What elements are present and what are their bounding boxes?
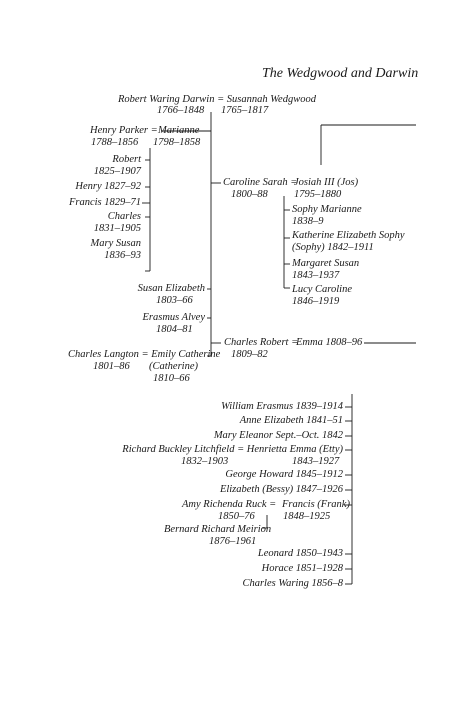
parker-child-charles-dates: 1831–1905 (93, 223, 141, 234)
charles-robert-name: Charles Robert = (224, 337, 299, 348)
emma-name: Emma 1808–96 (296, 337, 363, 348)
caroline-child-sophy-marianne: Sophy Marianne (292, 204, 362, 215)
parker-child-mary-susan: Mary Susan (90, 238, 141, 249)
darwin-child-william: William Erasmus 1839–1914 (221, 401, 343, 412)
henry-parker-name: Henry Parker = (90, 125, 158, 136)
caroline-child-sophy-marianne-dates: 1838–9 (292, 216, 324, 227)
charles-langton-dates: 1801–86 (93, 361, 130, 372)
darwin-child-george: George Howard 1845–1912 (225, 469, 343, 480)
amy-ruck-dates: 1850–76 (218, 511, 255, 522)
marianne-name: Marianne (158, 125, 200, 136)
josiah-dates: 1795–1880 (294, 189, 342, 200)
josiah-name: Josiah III (Jos) (294, 177, 359, 188)
susan-elizabeth-name: Susan Elizabeth (137, 283, 205, 294)
top-couple-names: Robert Waring Darwin = Susannah Wedgwood (118, 94, 316, 105)
darwin-child-mary: Mary Eleanor Sept.–Oct. 1842 (213, 430, 343, 441)
caroline-child-lucy-dates: 1846–1919 (292, 296, 340, 307)
henrietta-dates: 1843–1927 (292, 456, 340, 467)
darwin-child-anne: Anne Elizabeth 1841–51 (239, 415, 343, 426)
emily-catherine-dates: 1810–66 (153, 373, 190, 384)
parker-child-robert: Robert (112, 154, 141, 165)
darwin-child-francis: Francis (Frank) (282, 499, 350, 510)
darwin-child-henrietta: Richard Buckley Litchfield = Henrietta Emma (Etty) (122, 444, 343, 455)
litchfield-dates: 1832–1903 (181, 456, 229, 467)
henry-parker-dates: 1788–1856 (91, 137, 139, 148)
darwin-child-leonard: Leonard 1850–1943 (257, 548, 343, 559)
parker-child-robert-dates: 1825–1907 (93, 166, 141, 177)
charles-robert-dates: 1809–82 (231, 349, 268, 360)
bernard-dates: 1876–1961 (209, 536, 257, 547)
parker-child-mary-susan-dates: 1836–93 (104, 250, 141, 261)
caroline-sarah-dates: 1800–88 (231, 189, 268, 200)
robert-waring-dates: 1766–1848 (157, 105, 205, 116)
erasmus-alvey-dates: 1804–81 (156, 324, 193, 335)
parker-child-charles: Charles (107, 211, 141, 222)
page-title: The Wedgwood and Darwin (262, 66, 419, 81)
amy-ruck-name: Amy Richenda Ruck = (182, 499, 277, 510)
erasmus-alvey-name: Erasmus Alvey (142, 312, 205, 323)
bernard-name: Bernard Richard Meirion (164, 524, 272, 535)
parker-child-henry: Henry 1827–92 (75, 181, 141, 192)
langton-couple-names: Charles Langton = Emily Catherine (68, 349, 221, 360)
caroline-child-margaret: Margaret Susan (292, 258, 360, 269)
darwin-child-charles-waring: Charles Waring 1856–8 (242, 578, 343, 589)
emily-catherine-nick: (Catherine) (149, 361, 198, 372)
caroline-child-katherine: Katherine Elizabeth Sophy (292, 230, 405, 241)
caroline-child-margaret-dates: 1843–1937 (292, 270, 340, 281)
francis-dates: 1848–1925 (283, 511, 331, 522)
caroline-child-lucy: Lucy Caroline (292, 284, 352, 295)
susannah-dates: 1765–1817 (221, 105, 269, 116)
susan-elizabeth-dates: 1803–66 (156, 295, 193, 306)
parker-child-francis: Francis 1829–71 (68, 197, 141, 208)
caroline-child-katherine-dates: (Sophy) 1842–1911 (292, 242, 374, 253)
caroline-sarah-name: Caroline Sarah = (223, 177, 298, 188)
darwin-child-bessy: Elizabeth (Bessy) 1847–1926 (219, 484, 343, 495)
marianne-dates: 1798–1858 (153, 137, 201, 148)
darwin-child-horace: Horace 1851–1928 (261, 563, 343, 574)
